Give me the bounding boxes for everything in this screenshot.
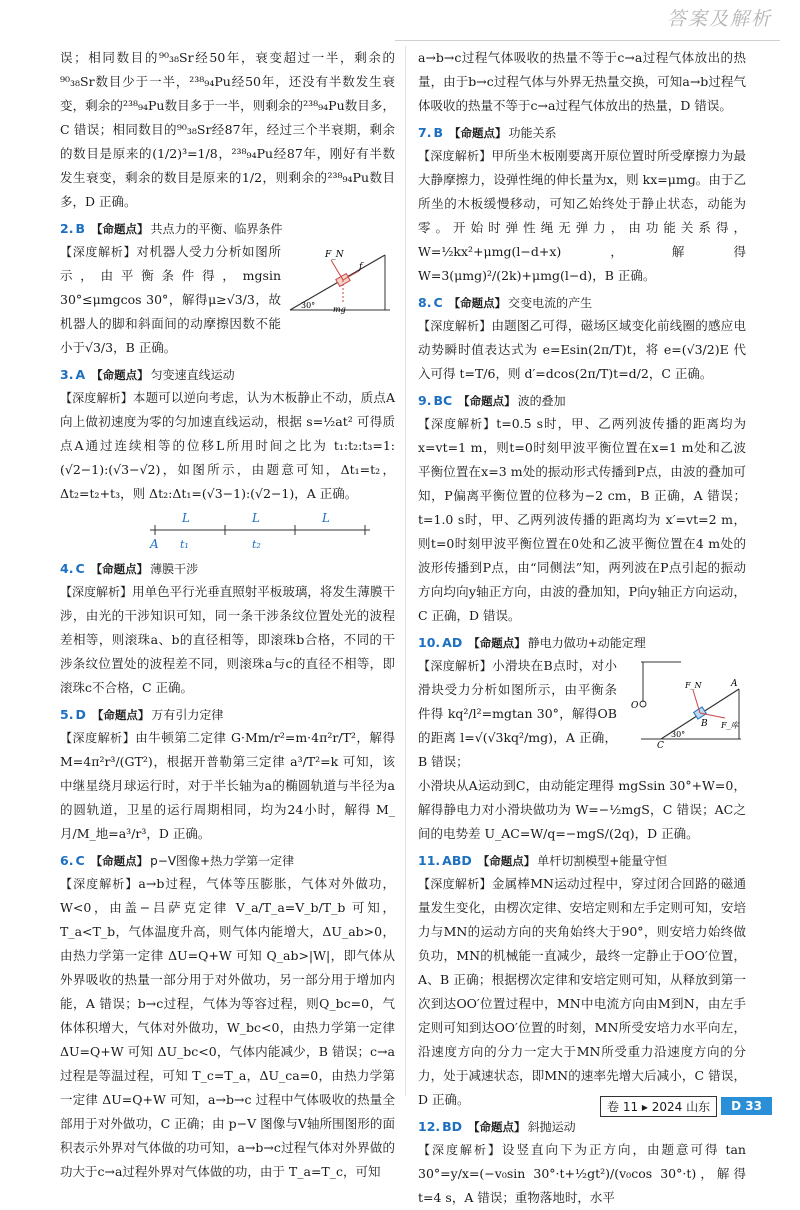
q3-tag: 【命题点】	[91, 368, 149, 382]
page-footer	[600, 1095, 772, 1117]
q9-deep-label: 【深度解析】	[418, 417, 497, 431]
q9-tag: 【命题点】	[458, 394, 516, 408]
q5-number: 5.	[60, 707, 74, 722]
q10-fig-O: O	[631, 701, 639, 711]
q3-number: 3.	[60, 367, 74, 382]
q6-continuation: a→b→c过程气体吸收的热量不等于c→a过程气体放出的热量，由于b→c过程气体与外界无热量交换，可知a→b过程气体吸收的热量不等于c→a过程气体放出的热量，D 错误。	[418, 50, 746, 113]
q12-tag: 【命题点】	[468, 1120, 526, 1134]
question-4	[60, 558, 395, 700]
footer-page-number: D 33	[721, 1097, 772, 1115]
question-2	[60, 218, 395, 360]
q10-fig-Fn: F_N	[685, 681, 702, 690]
column-divider	[405, 46, 406, 1096]
q8-answer: C	[433, 295, 443, 310]
q2-answer: B	[75, 221, 85, 236]
q2-tag: 【命题点】	[90, 222, 149, 236]
q10-fig-C: C	[657, 741, 664, 750]
q3-fig-t1: t₁	[180, 538, 189, 551]
q10-tag: 【命题点】	[468, 636, 526, 650]
q10-topic: 静电力做功+动能定理	[527, 636, 646, 650]
q5-tag: 【命题点】	[91, 708, 150, 722]
q5-text: 由牛顿第二定律 G·Mm/r²=m·4π²r/T²，解得 M=4π²r³/(GT²)，根据开普勒第三定律 a³/T²=k 可知，该中继星绕月球运行时，对于半长轴为a的椭圆轨道与半径为a的圆轨道，卫星的运行周期相同，均为24小时，解得 M_月/M_地=a³/r³，D 正确。	[60, 730, 395, 841]
q12-deep-label: 【深度解析】	[418, 1143, 502, 1157]
question-11	[418, 850, 746, 1112]
q6-number: 6.	[60, 853, 74, 868]
question-7	[418, 122, 746, 288]
q12-number: 12.	[418, 1119, 441, 1134]
q9-topic: 波的叠加	[517, 394, 566, 408]
q2-number: 2.	[60, 221, 74, 236]
question-12	[418, 1116, 746, 1210]
q9-text: t=0.5 s时，甲、乙两列波传播的距离均为 x=vt=1 m，则t=0时刻甲波平衡位置在x=1 m处和乙波平衡位置在x=3 m处的振动形式传播到P点，由波的叠加可知，P偏离平衡位置的位移为−2 cm，B 正确，A 错误；t=1.0 s时，甲、乙两列波传播的距离均为 x′=vt=2 m，则t=0时刻甲波平衡位置在0处和乙波平衡位置在4 m处的波形传播到P点，由“同侧法”知，两列波在P点引起的振动方向均向y轴正方向，由波的叠加知，P向y轴正方向运动，C 正确，D 错误。	[418, 416, 746, 623]
question-10	[418, 632, 746, 846]
q8-tag: 【命题点】	[448, 296, 507, 310]
q11-tag: 【命题点】	[477, 854, 536, 868]
q7-number: 7.	[418, 125, 432, 140]
left-column	[60, 46, 395, 1184]
q7-answer: B	[433, 125, 443, 140]
q10-incline-figure	[621, 654, 746, 750]
question-6	[60, 850, 395, 1184]
q10-number: 10.	[418, 635, 441, 650]
question-9	[418, 390, 746, 628]
q9-number: 9.	[418, 393, 432, 408]
q3-topic: 匀变速直线运动	[150, 368, 235, 382]
q11-number: 11.	[418, 853, 441, 868]
q10-fig-B: B	[701, 719, 708, 729]
q4-deep-label: 【深度解析】	[60, 585, 133, 599]
q2-fig-label-mg: mg	[333, 305, 346, 314]
q8-deep-label: 【深度解析】	[418, 319, 492, 333]
q3-deep-label: 【深度解析】	[60, 391, 133, 405]
q7-tag: 【命题点】	[448, 126, 507, 140]
q4-tag: 【命题点】	[90, 562, 149, 576]
question-8	[418, 292, 746, 386]
q2-topic: 共点力的平衡、临界条件	[150, 222, 283, 236]
q4-text: 用单色平行光垂直照射平板玻璃，将发生薄膜干涉，由光的干涉知识可知，同一条干涉条纹位置处光的波程差相等，则滚珠a、b的直径相等，即滚珠b合格，不同的干涉条纹位置处的波程差不同，则滚珠a与c的直径不相等，即滚珠c不合格，C 正确。	[60, 584, 395, 695]
q5-topic: 万有引力定律	[151, 708, 224, 722]
q12-text: 设竖直向下为正方向，由题意可得 tan 30°=y/x=(−v₀sin 30°·t+½gt²)/(v₀cos 30°·t)，解得 t=4 s，A 错误；重物落地时，水平	[418, 1142, 746, 1205]
q2-deep-label: 【深度解析】	[60, 245, 137, 259]
q6-topic: p−V图像+热力学第一定律	[150, 854, 295, 868]
q11-text: 金属棒MN运动过程中，穿过闭合回路的磁通量发生变化，由楞次定律、安培定则和左手定则可知，安培力与MN的运动方向的夹角始终大于90°，则安培力始终做负功，MN的机械能一直减少，最终一定静止于OO′位置，A、B 正确；根据楞次定律和安培定则可知，从释放到第一次到达OO′位置过程中，MN中电流方向由M到N，由左手定则可知到达OO′位置的时刻，MN所受安培力水平向左，沿速度方向的分力一定大于MN所受重力沿速度方向的分力，处于减速状态，即MN的速率先增大后减小，C 错误，D 正确。	[418, 876, 746, 1107]
q4-number: 4.	[60, 561, 74, 576]
q5-deep-label: 【深度解析】	[60, 731, 136, 745]
q10-text-1: 小滑块在B点时，对小滑块受力分析如图所示，由平衡条件得 kq²/l²=mgtan 30°，解得OB的距离 l=√(√3kq²/mg)，A 正确，B 错误；	[418, 658, 617, 769]
q9-answer: BC	[433, 393, 453, 408]
q5-answer: D	[75, 707, 86, 722]
q10-fig-angle: 30°	[671, 730, 686, 739]
q7-topic: 功能关系	[508, 126, 557, 140]
q2-incline-figure	[285, 240, 395, 320]
question-5	[60, 704, 395, 846]
q11-deep-label: 【深度解析】	[418, 877, 492, 891]
q2-fig-label-fn: F_N	[325, 250, 344, 260]
q7-deep-label: 【深度解析】	[418, 149, 492, 163]
q3-answer: A	[75, 367, 86, 382]
q3-fig-A: A	[150, 537, 159, 551]
q3-fig-L3: L	[322, 511, 330, 525]
q3-fig-L1: L	[182, 511, 190, 525]
q10-deep-label: 【深度解析】	[418, 659, 493, 673]
q1-continuation: 误；相同数目的⁹⁰₃₈Sr经50年，衰变超过一半，剩余的⁹⁰₃₈Sr数目少于一半，²³⁸₉₄Pu经50年，还没有半数发生衰变，剩余的²³⁸₉₄Pu数目多于一半，则剩余的²³⁸₉₄Pu数目多，C 错误；相同数目的⁹⁰₃₈Sr经87年，经过三个半衰期，剩余的数目是原来的(1/2)³=1/8，²³⁸₉₄Pu经87年，刚好有半数发生衰变，剩余的数目是原来的1/2，则剩余的²³⁸₉₄Pu数目多，D 正确。	[60, 50, 395, 209]
q10-answer: AD	[442, 635, 463, 650]
header-title: 答案及解析	[666, 8, 772, 30]
question-3	[60, 364, 395, 554]
header-rule	[395, 40, 780, 41]
q3-segment-figure	[60, 508, 395, 554]
q7-text: 甲所坐木板刚要离开原位置时所受摩擦力为最大静摩擦力，设弹性绳的伸长量为x，则 kx=μmg。由于乙所坐的木板缓慢移动，可知乙始终处于静止状态，动能为零。开始时弹性绳无弹力，由功能关系得，W=½kx²+μmg(l−d+x)，解得 W=3(μmg)²/(2k)+μmg(l−d)，B 正确。	[418, 148, 746, 283]
q2-fig-label-angle: 30°	[301, 301, 316, 310]
q11-topic: 单杆切割模型+能量守恒	[537, 854, 668, 868]
q10-fig-Fk: F_库	[721, 721, 739, 730]
q3-fig-t2: t₂	[252, 538, 261, 551]
q11-answer: ABD	[442, 853, 472, 868]
q10-text-2: 小滑块从A运动到C，由动能定理得 mgSsin 30°+W=0，解得静电力对小滑块做功为 W=−½mgS，C 错误；AC之间的电势差 U_AC=W/q=−mgS/(2q)，D 正确。	[418, 778, 746, 841]
q2-fig-label-f: f	[359, 262, 363, 272]
q6-deep-label: 【深度解析】	[60, 877, 139, 891]
q6-answer: C	[75, 853, 85, 868]
right-column	[418, 46, 746, 1210]
q12-answer: BD	[442, 1119, 463, 1134]
q12-topic: 斜抛运动	[527, 1120, 576, 1134]
q4-answer: C	[75, 561, 85, 576]
q8-topic: 交变电流的产生	[508, 296, 593, 310]
q3-fig-L2: L	[252, 511, 260, 525]
q3-text: 本题可以逆向考虑，认为木板静止不动，质点A向上做初速度为零的匀加速直线运动，根据 s=½at² 可得质点A通过连续相等的位移L所用时间之比为 t₁:t₂:t₃=1:(√2−1):(√3−√2)，如图所示，由题意可知，Δt₁=t₂，Δt₂=t₂+t₃，则 Δt₂:Δt₁=(√3−1):(√2−1)，A 正确。	[60, 390, 395, 501]
q6-text: a→b过程，气体等压膨胀，气体对外做功，W<0，由盖−吕萨克定律 V_a/T_a=V_b/T_b 可知，T_a<T_b，气体温度升高，则气体内能增大，ΔU_ab>0，由热力学第一定律 ΔU=Q+W 可知 Q_ab>|W|，即气体从外界吸收的热量一部分用于对外做功，另一部分用于增加内能，A 错误；b→c过程，气体为等容过程，则Q_bc=0，气体体积增大，气体对外做功，W_bc<0，由热力学第一定律 ΔU=Q+W 可知 ΔU_bc<0，气体内能减少，B 错误；c→a过程是等温过程，可知 T_c=T_a，ΔU_ca=0，由热力学第一定律 ΔU=Q+W 可知，a→b→c 过程中气体吸收的热量全部用于对外做功，C 正确；由 p−V 图像与V轴所围图形的面积表示外界对气体做的功可知，a→b→c过程气体对外界做的功大于c→a过程外界对气体做的功，由于 T_a=T_c，可知	[60, 876, 395, 1179]
q6-tag: 【命题点】	[90, 854, 149, 868]
q8-number: 8.	[418, 295, 432, 310]
q2-text: 对机器人受力分析如图所示，由平衡条件得，mgsin 30°≤μmgcos 30°，解得μ≥√3/3，故机器人的脚和斜面间的动摩擦因数不能小于√3/3，B 正确。	[60, 244, 281, 355]
footer-volume: 卷 11 ▸ 2024 山东	[600, 1096, 717, 1117]
q10-fig-A: A	[731, 679, 738, 689]
q8-text: 由题图乙可得，磁场区域变化前线圈的感应电动势瞬时值表达式为 e=Esin(2π/T)t，将 e=(√3/2)E 代入可得 t=T/6，则 d′=dcos(2π/T)t=d/2，C 正确。	[418, 318, 746, 381]
q4-topic: 薄膜干涉	[150, 562, 199, 576]
